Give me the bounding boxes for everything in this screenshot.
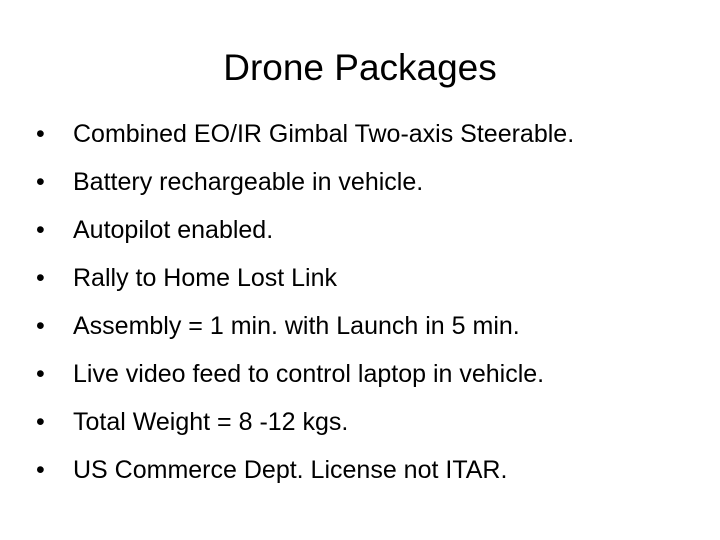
bullet-icon: • [36,360,45,388]
list-item-text: Assembly = 1 min. with Launch in 5 min. [73,312,520,340]
bullet-icon: • [36,312,45,340]
list-item-text: Autopilot enabled. [73,216,274,244]
bullet-icon: • [36,456,45,484]
bullet-icon: • [36,264,45,292]
slide-title: Drone Packages [223,47,497,88]
list-item-text: US Commerce Dept. License not ITAR. [73,456,508,484]
list-item [36,446,706,494]
list-item [36,398,706,446]
bullet-icon: • [36,408,45,436]
list-item [36,254,706,302]
bullet-icon: • [36,168,45,196]
list-item [36,110,706,158]
list-item-text: Live video feed to control laptop in vehicle. [73,360,545,388]
list-item [36,350,706,398]
list-item-text: Rally to Home Lost Link [73,264,338,292]
list-item-text: Battery rechargeable in vehicle. [73,168,424,196]
bullet-list [36,110,706,494]
list-item [36,206,706,254]
list-item [36,158,706,206]
bullet-icon: • [36,216,45,244]
list-item [36,302,706,350]
bullet-icon: • [36,120,45,148]
list-item-text: Combined EO/IR Gimbal Two-axis Steerable. [73,120,575,148]
list-item-text: Total Weight = 8 -12 kgs. [73,408,349,436]
